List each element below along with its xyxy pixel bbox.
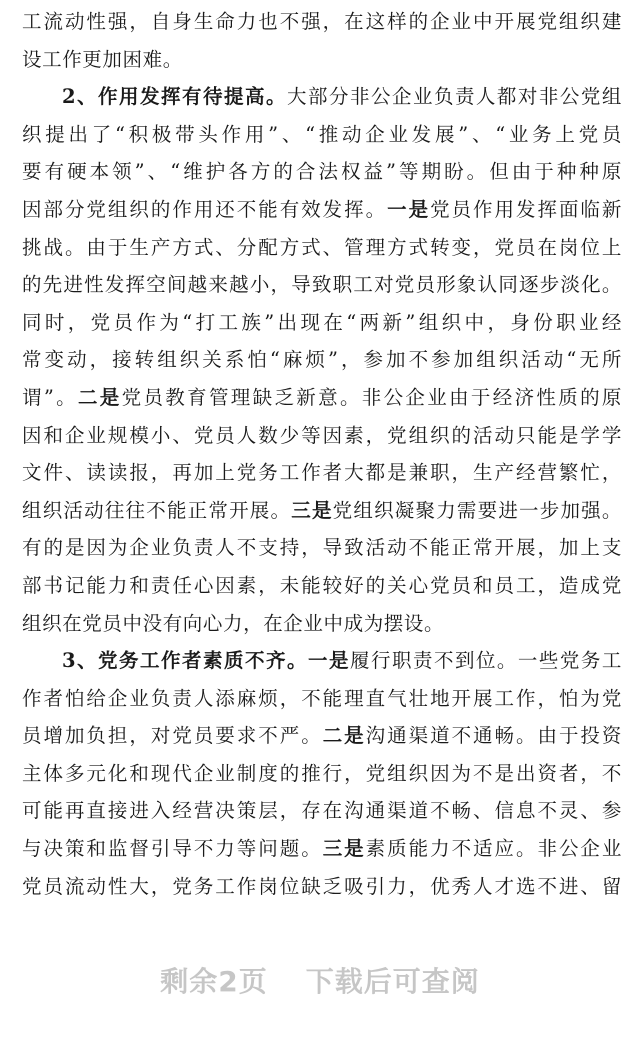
text-run: 党员作用发挥面临新 [430, 197, 622, 221]
text-line [22, 229, 622, 267]
text-run: 要有硬本领”、“维护各方的合法权益”等期盼。但由于种种原 [22, 160, 622, 184]
text-line [22, 304, 622, 342]
text-run: 员增加负担，对党员要求不严。 [22, 724, 323, 748]
text-run: 同时，党员作为“打工族”出现在“两新”组织中，身份职业经 [22, 310, 622, 334]
text-run: 素质能力不适应。非公企业 [365, 837, 622, 861]
text-run: 谓”。 [22, 385, 78, 409]
bold-text-run: 3、党务工作者素质不齐。 [62, 649, 308, 673]
text-run: 沟通渠道不通畅。由于投资 [365, 724, 622, 748]
text-run: 大部分非公企业负责人都对非公党组 [287, 85, 622, 109]
text-run: 党员教育管理缺乏新意。非公企业由于经济性质的原 [121, 385, 622, 409]
text-line [22, 3, 622, 41]
text-line [22, 41, 622, 79]
text-line [22, 492, 622, 530]
text-run: 部书记能力和责任心因素，未能较好的关心党员和员工，造成党 [22, 573, 622, 597]
bold-text-run: 二是 [322, 724, 366, 748]
text-line [22, 605, 622, 643]
text-run: 设工作更加困难。 [22, 47, 183, 71]
text-run: 主体多元化和现代企业制度的推行，党组织因为不是出资者，不 [22, 761, 622, 785]
text-run: 党员流动性大，党务工作岗位缺乏吸引力，优秀人才选不进、留 [22, 874, 622, 898]
bold-text-run: 2、作用发挥有待提高。 [62, 85, 287, 109]
text-line [22, 116, 622, 154]
bold-text-run: 一是 [307, 649, 350, 673]
text-line [22, 417, 622, 455]
bold-text-run: 一是 [387, 197, 431, 221]
text-run: 文件、读读报，再加上党务工作者大都是兼职，生产经营繁忙， [22, 461, 622, 485]
text-line [22, 567, 622, 605]
text-run: 可能再直接进入经营决策层，存在沟通渠道不畅、信息不灵、参 [22, 799, 622, 823]
text-line [22, 379, 622, 417]
text-line [22, 153, 622, 191]
text-run: 与决策和监督引导不力等问题。 [22, 837, 323, 861]
text-run: 挑战。由于生产方式、分配方式、管理方式转变，党员在岗位上 [22, 235, 622, 259]
text-line [22, 454, 622, 492]
text-run: 常变动，接转组织关系怕“麻烦”，参加不参加组织活动“无所 [22, 348, 622, 372]
text-run: 党组织凝聚力需要进一步加强。 [332, 498, 622, 522]
bold-text-run: 二是 [77, 385, 122, 409]
download-prompt[interactable] [0, 960, 640, 1000]
text-run: 作者怕给企业负责人添麻烦，不能理直气壮地开展工作，怕为党 [22, 686, 622, 710]
text-run: 因部分党组织的作用还不能有效发挥。 [22, 197, 388, 221]
text-line [22, 680, 622, 718]
text-run: 组织在党员中没有向心力，在企业中成为摆设。 [22, 611, 445, 635]
text-line [22, 830, 622, 868]
section-heading-line [22, 78, 622, 116]
text-line [22, 792, 622, 830]
download-to-view-label: 下载后可查阅 [305, 965, 480, 998]
bold-text-run: 三是 [322, 837, 366, 861]
text-line [22, 717, 622, 755]
text-line [22, 529, 622, 567]
text-line [22, 341, 622, 379]
text-run: 组织活动往往不能正常开展。 [22, 498, 292, 522]
text-run: 因和企业规模小、党员人数少等因素，党组织的活动只能是学学 [22, 423, 622, 447]
text-line [22, 755, 622, 793]
text-run: 有的是因为企业负责人不支持，导致活动不能正常开展，加上支 [22, 536, 622, 560]
section-heading-line [22, 642, 622, 680]
text-line [22, 266, 622, 304]
text-line [22, 191, 622, 229]
text-run: 的先进性发挥空间越来越小，导致职工对党员形象认同逐步淡化。 [22, 273, 622, 297]
document-body [22, 0, 622, 905]
text-run: 履行职责不到位。一些党务工 [349, 649, 622, 673]
text-run: 工流动性强，自身生命力也不强，在这样的企业中开展党组织建 [22, 10, 622, 33]
bold-text-run: 三是 [291, 498, 333, 522]
text-run: 织提出了“积极带头作用”、“推动企业发展”、“业务上党员 [22, 122, 622, 146]
text-line [22, 868, 622, 906]
remaining-pages-label: 剩余2页 [160, 965, 268, 998]
